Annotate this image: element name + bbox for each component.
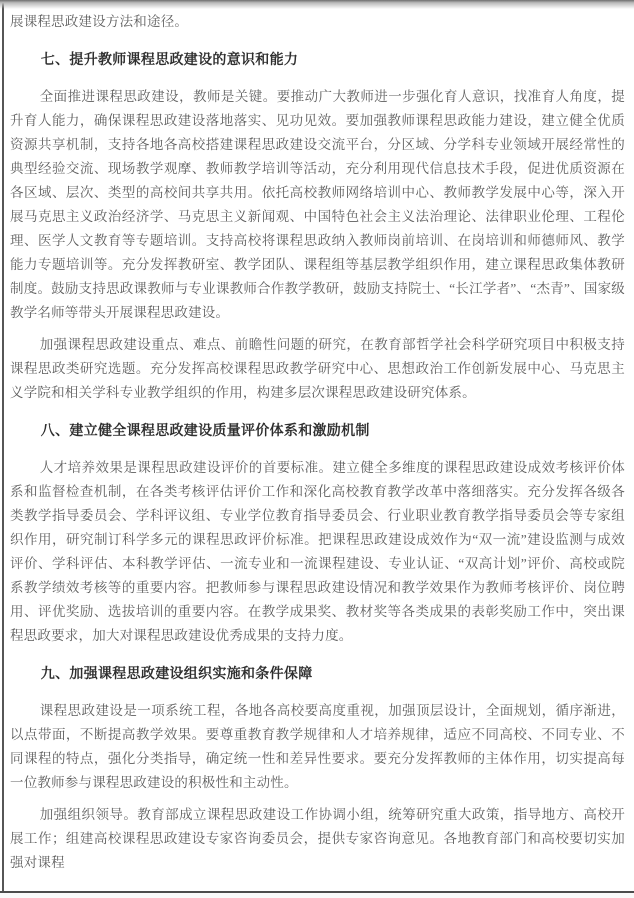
section-heading-7: 七、提升教师课程思政建设的意识和能力 [40,53,299,68]
section-heading-8: 八、建立健全课程思政建设质量评价体系和激励机制 [40,424,370,439]
page-left-edge [2,3,4,891]
paragraph: 课程思政建设是一项系统工程，各地各高校要高度重视，加强顶层设计，全面规划，循序渐进，以点带面，不断提高教学效果。要尊重教育教学规律和人才培养规律，适应不同高校、不同专业、不同课程的特点，强化分类指导，确定统一性和差异性要求。要充分发挥教师的主体作用，切实提高每一位教师参与课程思政建设的积极性和主动性。 [10,703,625,790]
paragraph: 加强课程思政建设重点、难点、前瞻性问题的研究，在教育部哲学社会科学研究项目中积极支持课程思政类研究选题。充分发挥高校课程思政教学研究中心、思想政治工作创新发展中心、马克思主义学院和相关学科专业教学组织的作用，构建多层次课程思政建设研究体系。 [10,337,625,400]
document-page [4,0,634,891]
viewport-bottom-edge [0,891,634,893]
paragraph-continuation: 展课程思政建设方法和途径。 [10,14,189,29]
paragraph: 全面推进课程思政建设，教师是关键。要推动广大教师进一步强化育人意识，找准育人角度，提升育人能力，确保课程思政建设落地落实、见功见效。要加强教师课程思政能力建设，建立健全优质资源共享机制，支持各地各高校搭建课程思政建设交流平台，分区域、分学科专业领域开展经常性的典型经验交流、现场教学观摩、教师教学培训等活动，充分利用现代信息技术手段，促进优质资源在各区域、层次、类型的高校间共享共用。依托高校教师网络培训中心、教师教学发展中心等，深入开展马克思主义政治经济学、马克思主义新闻观、中国特色社会主义法治理论、法律职业伦理、工程伦理、医学人文教育等专题培训。支持高校将课程思政纳入教师岗前培训、在岗培训和师德师风、教学能力专题培训等。充分发挥教研室、教学团队、课程组等基层教学组织作用，建立课程思政集体教研制度。鼓励支持思政课教师与专业课教师合作教学教研，鼓励支持院士、“长江学者”、“杰青”、国家级教学名师等带头开展课程思政建设。 [10,89,625,320]
document-content [4,0,634,875]
paragraph: 加强组织领导。教育部成立课程思政建设工作协调小组，统筹研究重大政策，指导地方、高校开展工作；组建高校课程思政建设专家咨询委员会，提供专家咨询意见。各地教育部门和高校要切实加强对课程 [10,807,625,870]
paragraph: 人才培养效果是课程思政建设评价的首要标准。建立健全多维度的课程思政建设成效考核评价体系和监督检查机制，在各类考核评估评价工作和深化高校教育教学改革中落细落实。充分发挥各级各类教学指导委员会、学科评议组、专业学位教育指导委员会、行业职业教育教学指导委员会等专家组织作用，研究制订科学多元的课程思政评价标准。把课程思政建设成效作为“双一流”建设监测与成效评价、学科评估、本科教学评估、一流专业和一流课程建设、专业认证、“双高计划”评价、高校或院系教学绩效考核等的重要内容。把教师参与课程思政建设情况和教学效果作为教师考核评价、岗位聘用、评优奖励、选拔培训的重要内容。在教学成果奖、教材奖等各类成果的表彰奖励工作中，突出课程思政要求，加大对课程思政建设优秀成果的支持力度。 [10,460,625,643]
top-toolbar-shadow [0,0,634,9]
viewport-bottom-strip [0,893,634,898]
section-heading-9: 九、加强课程思政建设组织实施和条件保障 [40,667,313,682]
